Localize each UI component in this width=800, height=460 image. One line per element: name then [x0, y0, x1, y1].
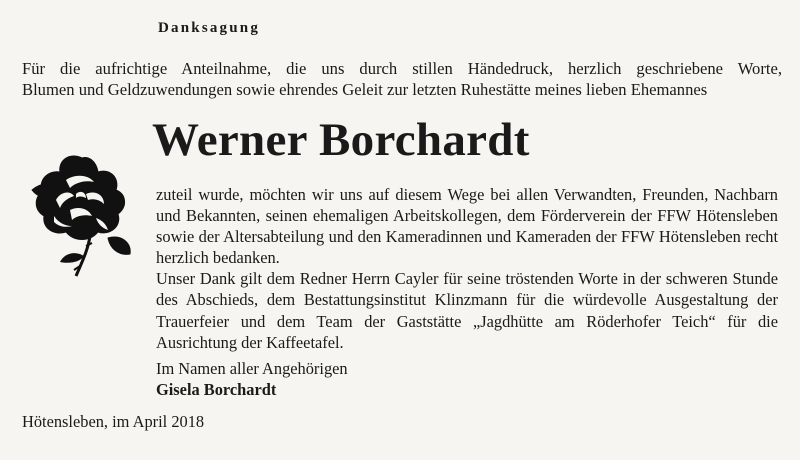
signer-name: Gisela Borchardt: [156, 380, 277, 399]
thanks-paragraph: zuteil wurde, möchten wir uns auf diesem Wege bei allen Verwandten, Freunden, Nachbarn und Bekannten, seinen ehemaligen Arbeitskollegen, dem Förderverein der FFW Hötensleben sowie der Altersabteilung und den Kameradinnen und Kameraden der FFW Hötensleben recht herzlich bedanken.: [156, 185, 778, 268]
deceased-name: Werner Borchardt: [152, 114, 530, 166]
intro-line-1: Für die aufrichtige Anteilnahme, die uns durch stillen Händedruck, herzlich geschriebene Worte,: [22, 59, 782, 78]
closing-line: Im Namen aller Angehörigen: [156, 359, 348, 378]
gratitude-paragraph: Unser Dank gilt dem Redner Herrn Cayler für seine tröstenden Worte in der schweren Stunde des Abschieds, dem Bestattungsinstitut Klinzmann für die würdevolle Ausgestaltung der Trauerfeier und dem Team der Gaststätte „Jagdhütte am Röderhofer Teich“ für die Ausrichtung der Kaffeetafel.: [156, 269, 778, 352]
intro-line-2: Blumen und Geldzuwendungen sowie ehrendes Geleit zur letzten Ruhestätte meines lieben Ehemannes: [22, 80, 708, 99]
rose-icon: [30, 150, 135, 280]
signature-block: [156, 358, 348, 400]
place-date: Hötensleben, im April 2018: [22, 412, 205, 431]
notice-heading: Danksagung: [158, 20, 261, 36]
body-text: [156, 184, 778, 353]
intro-text: [22, 58, 782, 100]
